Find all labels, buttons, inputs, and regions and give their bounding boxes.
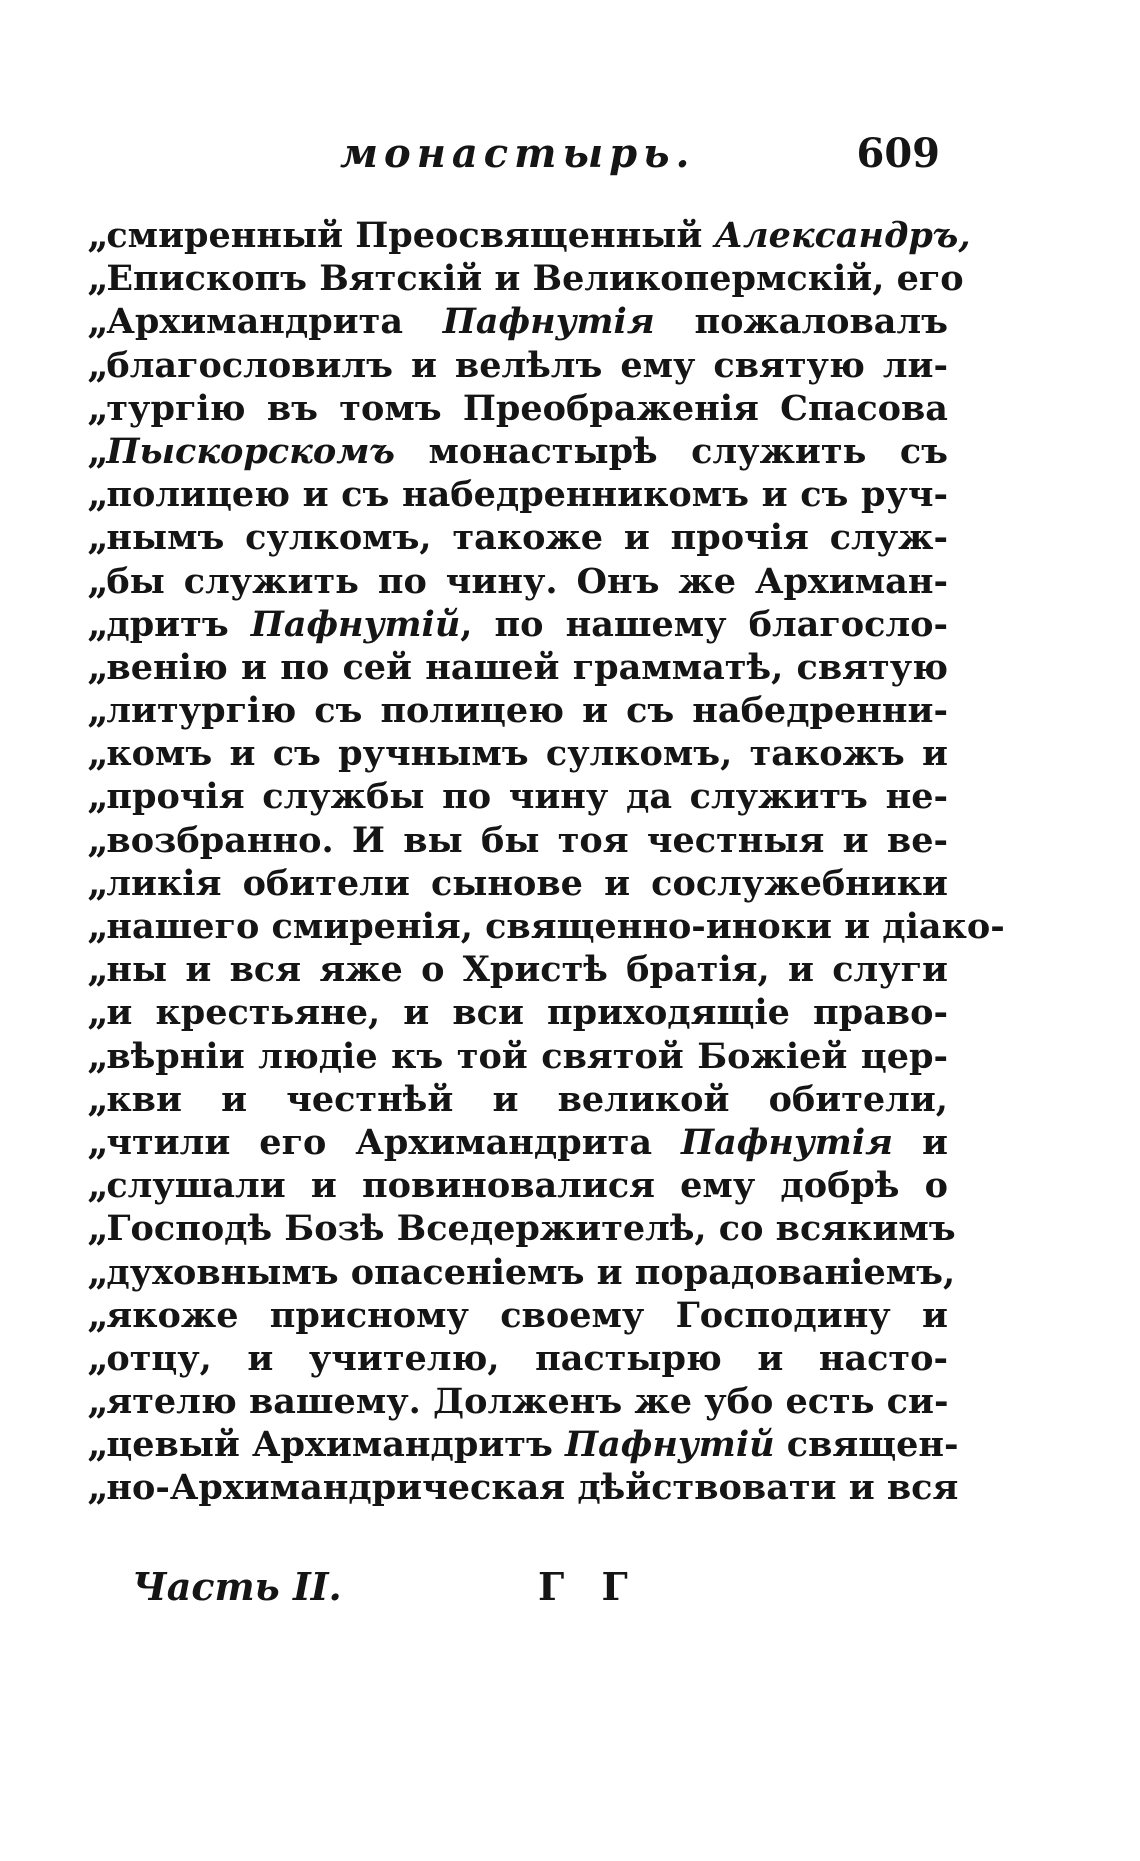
text-segment: монастырѣ служить съ xyxy=(394,430,948,472)
text-line xyxy=(88,1207,956,1250)
text-line xyxy=(88,560,948,603)
text-line xyxy=(88,473,948,516)
text-segment: ликія обители сынове и сослужебники xyxy=(106,862,948,904)
italic-name: Пафнутія xyxy=(442,301,655,343)
text-segment: бы служить по чину. Онъ же Архиман- xyxy=(106,560,948,602)
signature-mark: Г Г xyxy=(538,1564,640,1609)
quotation-mark: ,, xyxy=(88,258,105,300)
quotation-mark: ,, xyxy=(88,560,105,602)
running-title: монастырь. xyxy=(340,130,696,177)
text-segment: дритъ xyxy=(106,603,251,645)
text-line xyxy=(88,1251,956,1294)
quotation-mark: ,, xyxy=(88,690,105,732)
page-number: 609 xyxy=(856,130,940,177)
text-line xyxy=(88,862,948,905)
text-segment: полицею и съ набедренникомъ и съ руч- xyxy=(106,474,948,516)
italic-name: Пыскорскомъ xyxy=(106,430,395,472)
quotation-mark: ,, xyxy=(88,819,105,861)
running-head xyxy=(340,130,940,180)
quotation-mark: ,, xyxy=(88,1294,105,1336)
text-segment: прочія службы по чину да служитъ не- xyxy=(106,776,948,818)
quotation-mark: ,, xyxy=(88,474,105,516)
quotation-mark: ,, xyxy=(88,301,105,343)
text-line xyxy=(88,257,964,300)
quotation-mark: ,, xyxy=(88,1121,105,1163)
text-line xyxy=(88,1466,959,1509)
text-segment: литургію съ полицею и съ набедренни- xyxy=(106,690,948,732)
text-line xyxy=(88,1035,948,1078)
text-segment: возбранно. И вы бы тоя честныя и ве- xyxy=(106,819,948,861)
quotation-mark: ,, xyxy=(88,1208,105,1250)
text-segment: чтили его Архимандрита xyxy=(106,1121,682,1163)
text-segment: кви и честнѣй и великой обители, xyxy=(106,1078,948,1120)
text-segment: нашего смиренія, священно-иноки и діако- xyxy=(106,906,1005,947)
text-line xyxy=(88,1078,948,1121)
text-segment: комъ и съ ручнымъ сулкомъ, такожъ и xyxy=(106,733,948,775)
text-segment: благословилъ и велѣлъ ему святую ли- xyxy=(106,344,948,386)
text-segment: Господѣ Бозѣ Вседержителѣ, со всякимъ xyxy=(106,1208,956,1250)
text-segment: якоже присному своему Господину и xyxy=(106,1294,948,1336)
text-line xyxy=(88,775,948,818)
text-segment: но-Архимандрическая дѣйствовати и вся xyxy=(106,1467,959,1509)
text-segment: духовнымъ опасеніемъ и порадованіемъ, xyxy=(106,1251,956,1293)
text-line xyxy=(88,603,948,646)
text-line xyxy=(88,1423,959,1466)
text-line xyxy=(88,905,1005,948)
text-segment: слушали и повиновалися ему добрѣ о xyxy=(106,1165,948,1207)
text-segment: венію и по сей нашей грамматѣ, святую xyxy=(106,646,948,688)
text-line xyxy=(88,387,948,430)
text-line xyxy=(88,1121,948,1164)
quotation-mark: ,, xyxy=(88,1337,105,1379)
text-line xyxy=(88,1164,948,1207)
quotation-mark: ,, xyxy=(88,344,105,386)
quotation-mark: ,, xyxy=(88,215,105,256)
text-segment: нымъ сулкомъ, такоже и прочія служ- xyxy=(106,517,948,559)
page-footer xyxy=(132,1564,952,1614)
text-segment: тургію въ томъ Преображенія Спасова xyxy=(106,387,948,429)
italic-name: Пафнутій xyxy=(565,1424,775,1466)
quotation-mark: ,, xyxy=(88,1078,105,1120)
text-line xyxy=(88,732,948,775)
quotation-mark: ,, xyxy=(88,1424,105,1466)
quotation-mark: ,, xyxy=(88,862,105,904)
quotation-mark: ,, xyxy=(88,517,105,559)
body-text xyxy=(88,214,1005,1510)
quotation-mark: ,, xyxy=(88,387,105,429)
text-segment: пожаловалъ xyxy=(654,301,948,343)
text-segment: священ- xyxy=(774,1424,959,1466)
text-line xyxy=(88,344,948,387)
text-line xyxy=(88,516,948,559)
quotation-mark: ,, xyxy=(88,646,105,688)
text-segment: и крестьяне, и вси приходящіе право- xyxy=(106,992,948,1034)
text-line xyxy=(88,819,948,862)
text-line xyxy=(88,430,948,473)
text-segment: вѣрніи людіе къ той святой Божіей цер- xyxy=(106,1035,948,1077)
text-segment: , по нашему благосло- xyxy=(460,603,948,645)
italic-name: Александръ, xyxy=(714,215,971,256)
quotation-mark: ,, xyxy=(88,1467,105,1509)
italic-name: Пафнутій xyxy=(250,603,461,645)
text-line xyxy=(88,1337,948,1380)
text-line xyxy=(88,1380,948,1423)
text-line xyxy=(88,689,948,732)
quotation-mark: ,, xyxy=(88,603,105,645)
text-segment: Архимандрита xyxy=(106,301,443,343)
text-line xyxy=(88,214,971,257)
text-segment: Епископъ Вятскій и Великопермскій, его xyxy=(106,258,964,300)
quotation-mark: ,, xyxy=(88,949,105,991)
text-line xyxy=(88,948,948,991)
text-segment: цевый Архимандритъ xyxy=(106,1424,566,1466)
text-line xyxy=(88,300,948,343)
quotation-mark: ,, xyxy=(88,1251,105,1293)
quotation-mark: ,, xyxy=(88,430,105,472)
text-segment: и xyxy=(893,1121,948,1163)
text-line xyxy=(88,1294,948,1337)
quotation-mark: ,, xyxy=(88,1165,105,1207)
text-segment: ны и вся яже о Христѣ братія, и слуги xyxy=(106,949,948,991)
quotation-mark: ,, xyxy=(88,1381,105,1423)
text-segment: смиренный Преосвященный xyxy=(106,215,715,256)
italic-name: Пафнутія xyxy=(681,1121,893,1163)
text-line xyxy=(88,646,948,689)
text-line xyxy=(88,991,948,1034)
quotation-mark: ,, xyxy=(88,776,105,818)
quotation-mark: ,, xyxy=(88,906,105,947)
quotation-mark: ,, xyxy=(88,733,105,775)
quotation-mark: ,, xyxy=(88,1035,105,1077)
quotation-mark: ,, xyxy=(88,992,105,1034)
volume-part-label: Часть II. xyxy=(132,1564,342,1609)
text-segment: отцу, и учителю, пастырю и насто- xyxy=(106,1337,948,1379)
text-segment: ятелю вашему. Долженъ же убо есть си- xyxy=(106,1381,949,1423)
